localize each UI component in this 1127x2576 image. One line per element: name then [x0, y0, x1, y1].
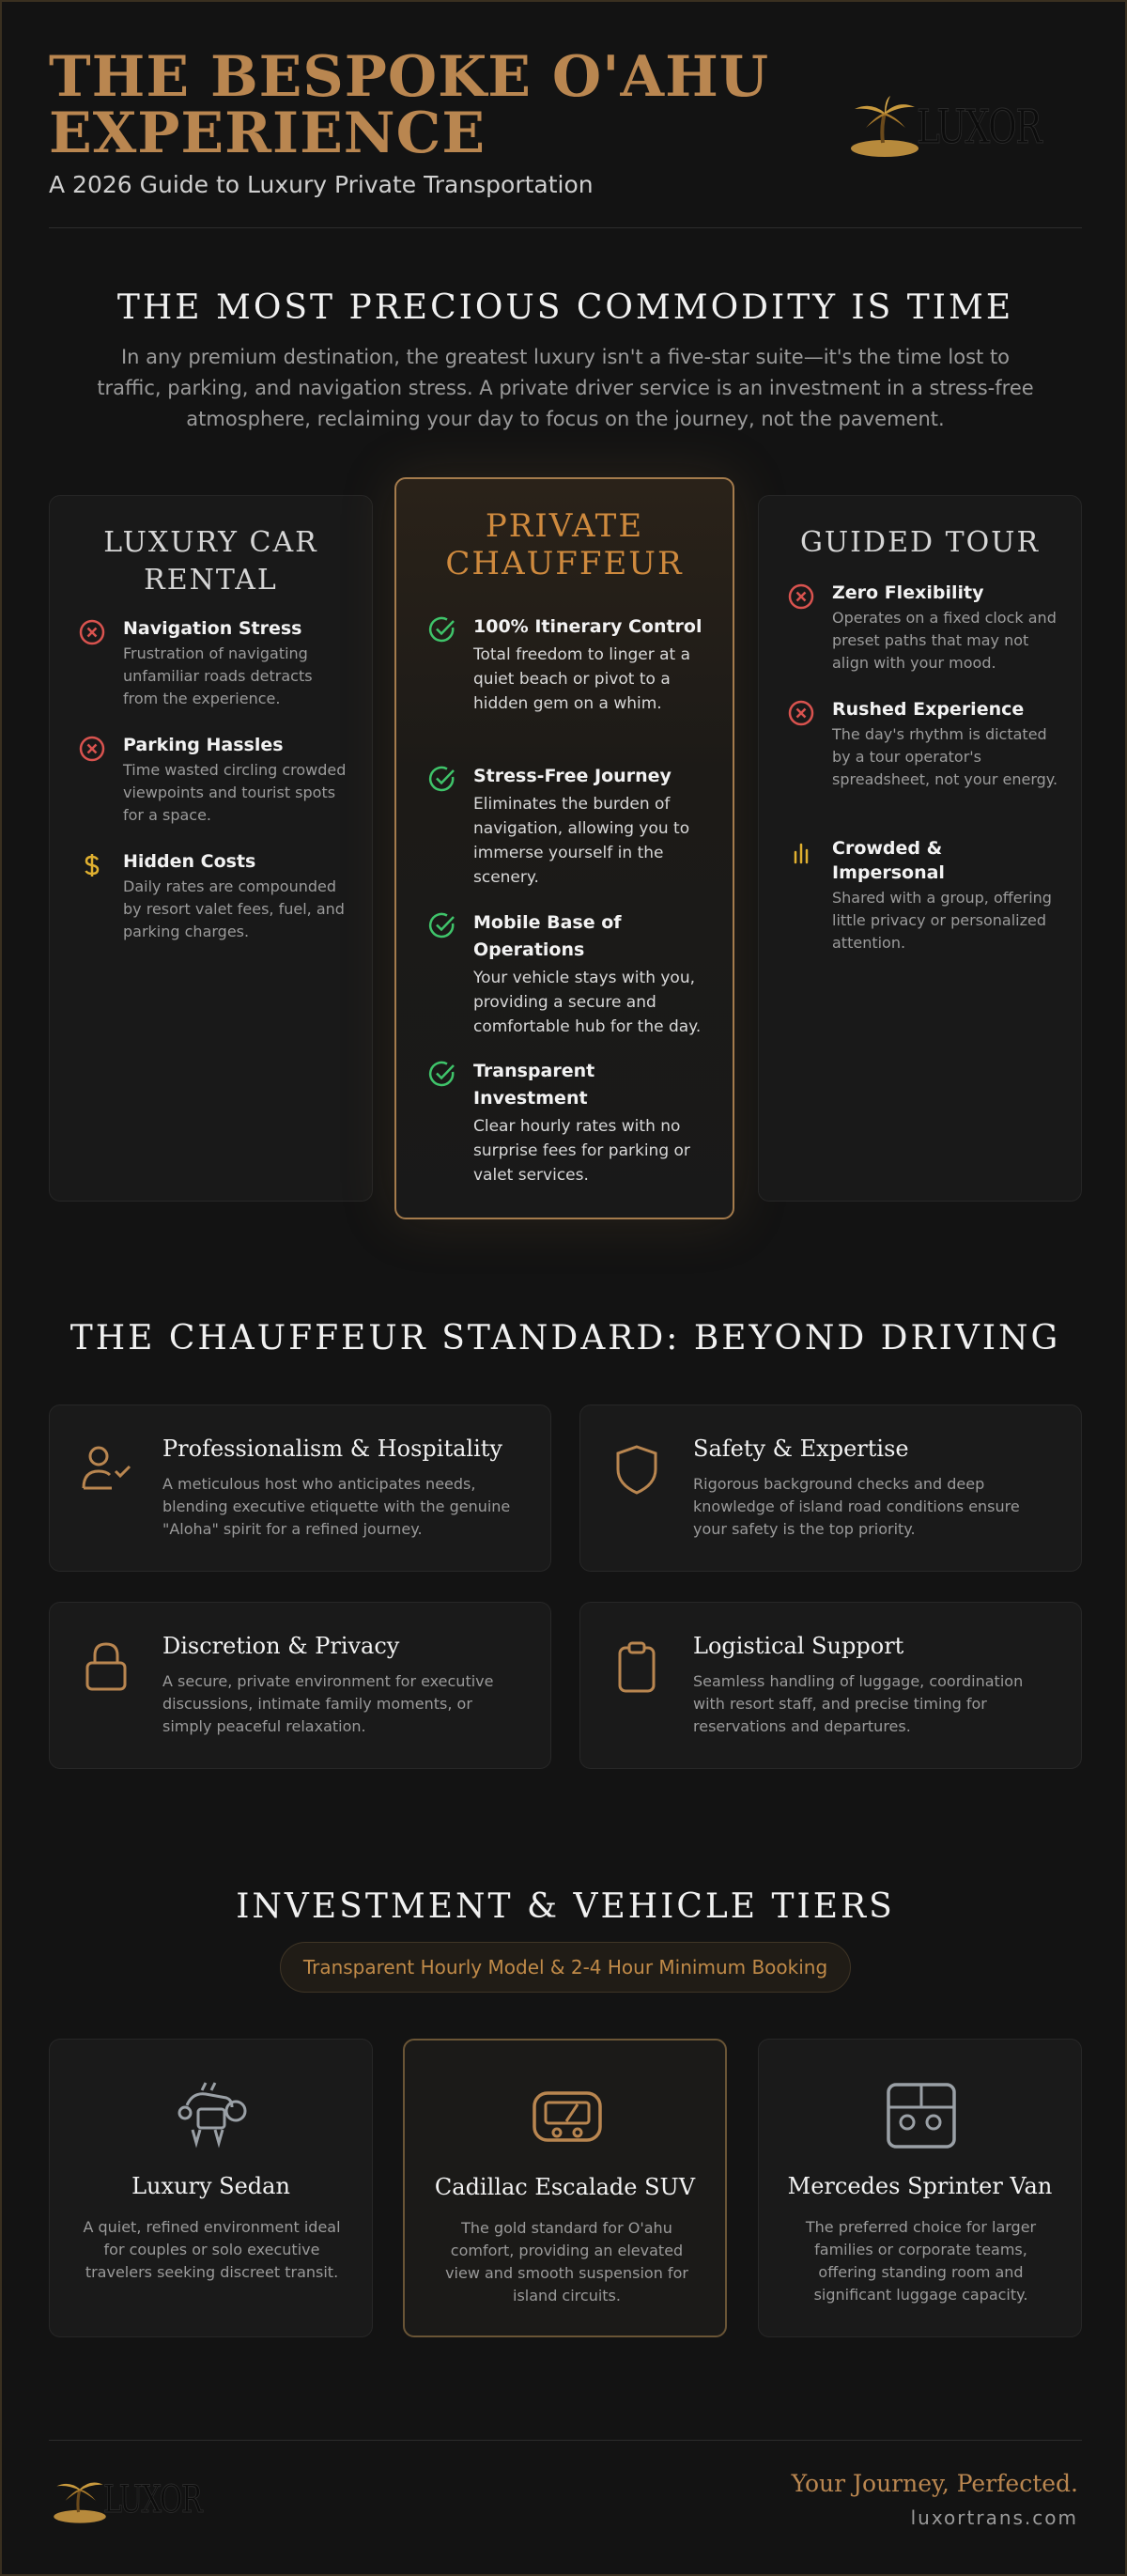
sedan-icon [174, 2077, 251, 2154]
list-item [787, 581, 1059, 675]
standard-heading: THE CHAUFFEUR STANDARD: BEYOND DRIVING [69, 1319, 1061, 1358]
card-heading-line-1: GUIDED TOUR [799, 526, 1041, 559]
card-heading [396, 507, 733, 582]
feature-card [49, 1602, 551, 1769]
feature-title: Logistical Support [693, 1633, 904, 1659]
header-divider [49, 227, 1082, 228]
header [49, 44, 1082, 227]
card-heading-line-2: CHAUFFEUR [445, 545, 684, 582]
list-item [78, 733, 350, 827]
list-item [787, 697, 1059, 791]
card-heading-line-2: RENTAL [144, 564, 278, 597]
palm-island-logo-icon [847, 94, 922, 160]
item-desc: Operates on a fixed clock and preset paths that may not align with your mood. [832, 609, 1057, 672]
footer-tagline: Your Journey, Perfected. [791, 2470, 1078, 2497]
item-title: Rushed Experience [832, 699, 1025, 720]
vehicle-card-suv [403, 2039, 727, 2337]
item-title: 100% Itinerary Control [473, 616, 702, 637]
page-title-line-2: EXPERIENCE [49, 101, 486, 166]
list-item [428, 909, 710, 1039]
feature-desc: Seamless handling of luggage, coordination with resort staff, and precise timing for reservations and departures. [693, 1672, 1024, 1735]
vehicle-title: Mercedes Sprinter Van [787, 2173, 1053, 2199]
item-title: Zero Flexibility [832, 582, 984, 603]
palm-island-logo-icon [51, 2475, 109, 2525]
vehicle-desc: The preferred choice for larger families or corporate teams, offering standing room and significant luggage capacity. [805, 2218, 1037, 2304]
x-circle-icon [78, 735, 106, 763]
feature-card [579, 1602, 1082, 1769]
feature-title: Discretion & Privacy [162, 1633, 400, 1659]
dollar-icon [78, 851, 106, 879]
header-logo [847, 94, 1082, 160]
item-title: Parking Hassles [123, 735, 284, 755]
vehicle-title: Luxury Sedan [131, 2173, 290, 2199]
vehicle-card-sedan [49, 2039, 373, 2337]
feature-card [49, 1404, 551, 1572]
footer-logo-wordmark: LUXOR [103, 2478, 202, 2522]
vehicle-desc: A quiet, refined environment ideal for couples or solo executive travelers seeking discreet transit. [83, 2218, 341, 2281]
tiers-heading: INVESTMENT & VEHICLE TIERS [236, 1887, 895, 1926]
intro-heading: THE MOST PRECIOUS COMMODITY IS TIME [116, 288, 1014, 327]
item-desc: Eliminates the burden of navigation, allowing you to immerse yourself in the scenery. [473, 795, 690, 887]
list-item [428, 1058, 710, 1187]
item-desc: Your vehicle stays with you, providing a secure and comfortable hub for the day. [473, 969, 702, 1036]
footer-logo [51, 2475, 234, 2525]
page-subtitle: A 2026 Guide to Luxury Private Transportation [49, 171, 594, 198]
page-title-line-1: THE BESPOKE O'AHU [49, 44, 770, 110]
check-circle-icon [428, 1060, 456, 1088]
item-desc: Total freedom to linger at a quiet beach or pivot to a hidden gem on a whim. [473, 645, 691, 713]
card-heading-line-1: LUXURY CAR [103, 526, 318, 559]
check-circle-icon [428, 615, 456, 644]
feature-desc: Rigorous background checks and deep knowledge of island road conditions ensure your safety is the top priority. [693, 1475, 1020, 1538]
feature-desc: A secure, private environment for executive discussions, intimate family moments, or simply peaceful relaxation. [162, 1672, 494, 1735]
item-desc: Time wasted circling crowded viewpoints and tourist spots for a space. [123, 761, 347, 824]
x-circle-icon [787, 582, 815, 611]
bar-chart-icon [787, 838, 815, 866]
item-desc: Clear hourly rates with no surprise fees for parking or valet services. [473, 1117, 690, 1185]
clipboard-icon [609, 1638, 665, 1695]
footer-divider [49, 2440, 1082, 2441]
vehicle-desc: The gold standard for O'ahu comfort, providing an elevated view and smooth suspension for island circuits. [445, 2219, 688, 2304]
feature-title: Safety & Expertise [693, 1435, 909, 1462]
x-circle-icon [78, 618, 106, 646]
item-title: Stress-Free Journey [473, 766, 672, 786]
vehicle-card-van [758, 2039, 1082, 2337]
van-icon [883, 2077, 960, 2154]
item-title: Mobile Base of Operations [473, 912, 622, 960]
item-title: Transparent Investment [473, 1061, 595, 1109]
feature-title: Professionalism & Hospitality [162, 1435, 502, 1462]
comparison-card-chauffeur [394, 477, 734, 1219]
item-title: Navigation Stress [123, 618, 302, 639]
card-heading [759, 524, 1081, 562]
list-item [78, 616, 350, 710]
user-check-icon [78, 1441, 134, 1497]
list-item [78, 849, 350, 943]
shield-icon [609, 1441, 665, 1497]
footer-url-link[interactable]: luxortrans.com [910, 2506, 1078, 2529]
logo-wordmark: LUXOR [917, 100, 1042, 154]
feature-desc: A meticulous host who anticipates needs, blending executive etiquette with the genuine "Aloha" spirit for a refined journey. [162, 1475, 511, 1538]
lock-icon [78, 1638, 134, 1695]
vehicle-title: Cadillac Escalade SUV [434, 2174, 696, 2200]
list-item [428, 613, 710, 716]
comparison-card-rental [49, 495, 373, 1202]
feature-card [579, 1404, 1082, 1572]
item-desc: The day's rhythm is dictated by a tour operator's spreadsheet, not your energy. [832, 725, 1058, 788]
comparison-card-tour [758, 495, 1082, 1202]
item-title: Hidden Costs [123, 851, 256, 872]
item-desc: Daily rates are compounded by resort valet fees, fuel, and parking charges. [123, 877, 345, 940]
list-item [787, 836, 1059, 954]
check-circle-icon [428, 765, 456, 793]
card-heading-line-1: PRIVATE [485, 507, 644, 545]
item-title: Crowded & Impersonal [832, 838, 945, 883]
pricing-pill: Transparent Hourly Model & 2-4 Hour Minimum Booking [280, 1942, 851, 1993]
item-desc: Shared with a group, offering little privacy or personalized attention. [832, 889, 1052, 952]
item-desc: Frustration of navigating unfamiliar roads detracts from the experience. [123, 644, 313, 707]
list-item [428, 763, 710, 890]
check-circle-icon [428, 911, 456, 939]
suv-icon [529, 2078, 606, 2155]
x-circle-icon [787, 699, 815, 727]
intro-text: In any premium destination, the greatest luxury isn't a five-star suite—it's the time lost to traffic, parking, and navigation stress. A private driver service is an investment in a stress-free atmosphere, reclaiming your day to focus on the journey, not the pavement. [97, 346, 1034, 430]
card-heading [50, 524, 372, 599]
